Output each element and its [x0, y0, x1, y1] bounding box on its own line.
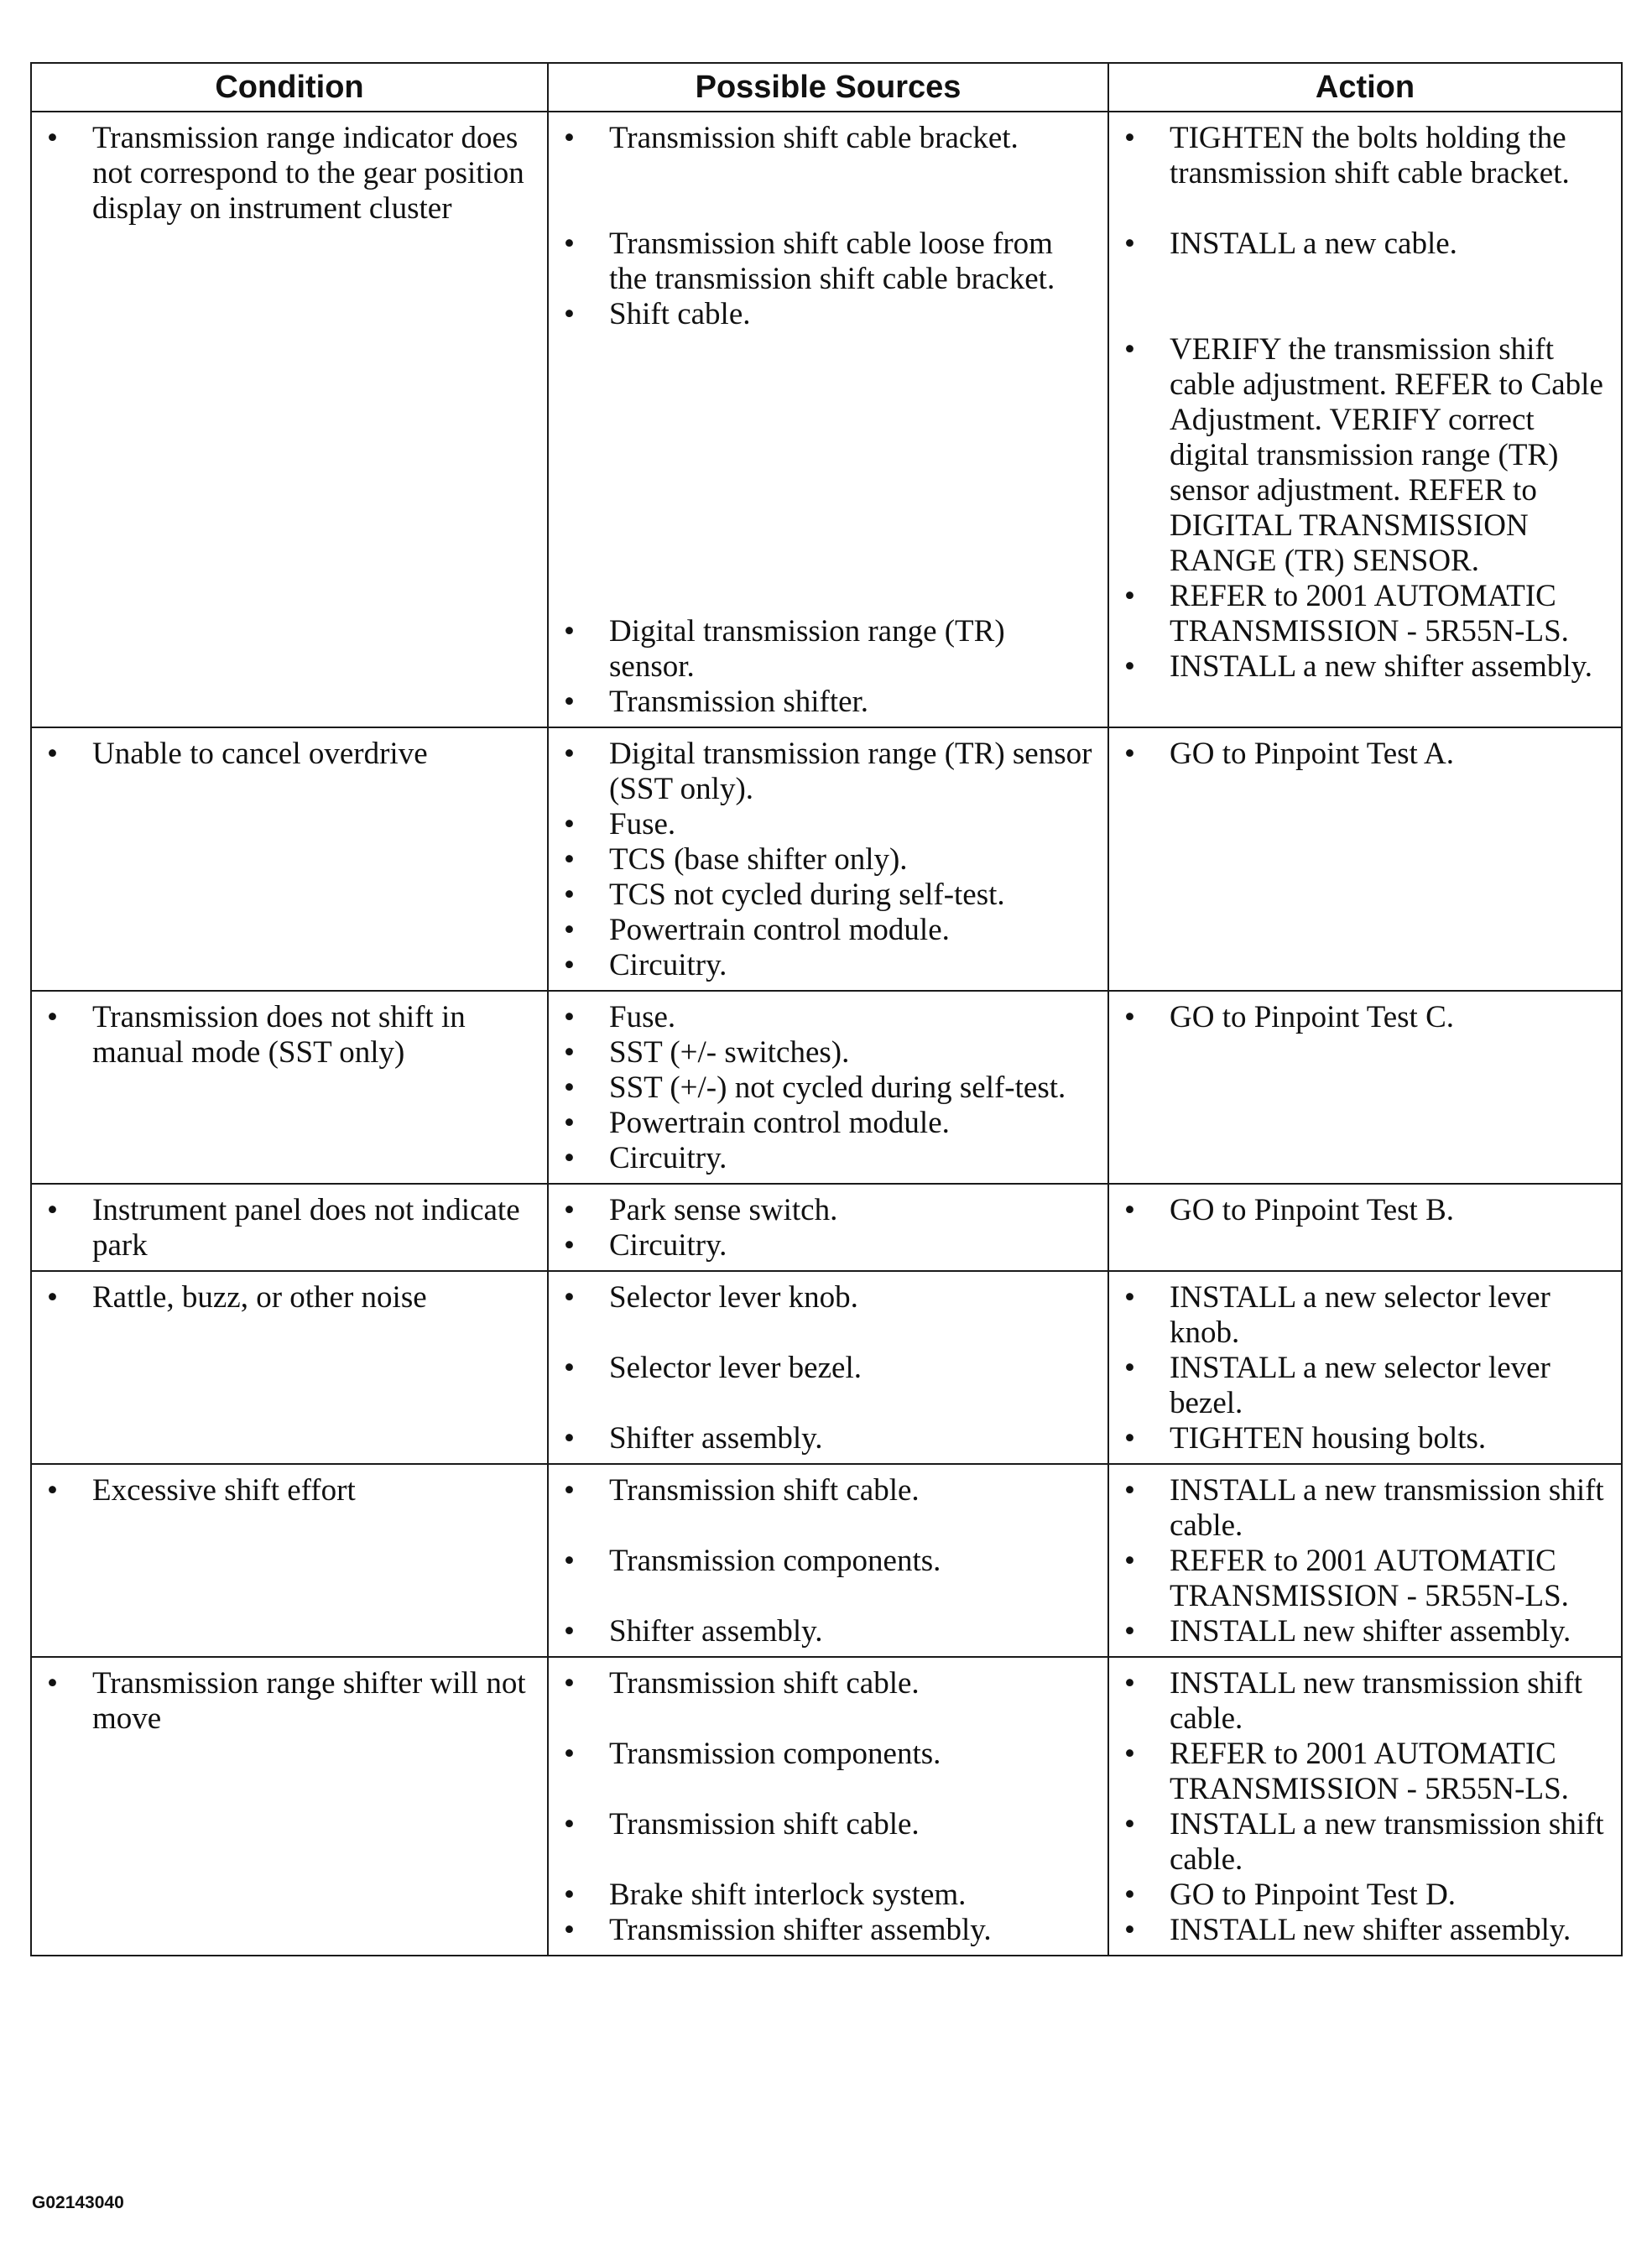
action-item: • REFER to 2001 AUTOMATIC TRANSMISSION - 5R55N-LS.: [1124, 579, 1569, 649]
bullet-icon: •: [564, 1280, 575, 1315]
header-action: Action: [1108, 63, 1622, 112]
condition-cell: [31, 1184, 548, 1271]
table-row: [31, 1464, 1622, 1657]
source-item: • Transmission components.: [564, 1737, 941, 1771]
action-item: • GO to Pinpoint Test A.: [1124, 737, 1455, 771]
source-item: • Powertrain control module.: [564, 913, 950, 947]
bullet-icon: •: [1124, 737, 1135, 771]
source-item: • Fuse.: [564, 807, 676, 841]
bullet-icon: •: [47, 1193, 58, 1227]
actions-cell: [1108, 991, 1622, 1184]
table-row: [31, 1657, 1622, 1956]
bullet-icon: •: [564, 1106, 575, 1140]
source-item: • SST (+/- switches).: [564, 1035, 850, 1070]
sources-cell: [548, 727, 1108, 991]
source-item: • Circuitry.: [564, 1141, 727, 1175]
bullet-icon: •: [1124, 1000, 1135, 1034]
action-item: • TIGHTEN housing bolts.: [1124, 1421, 1487, 1456]
bullet-icon: •: [1124, 1544, 1135, 1578]
header-row: [31, 63, 1622, 112]
source-item: • Fuse.: [564, 1000, 676, 1034]
source-item: • Park sense switch.: [564, 1193, 838, 1227]
source-item: • Digital transmission range (TR) sensor.: [564, 614, 1005, 684]
bullet-icon: •: [47, 1280, 58, 1315]
condition-cell: [31, 1657, 548, 1956]
table-row: [31, 727, 1622, 991]
figure-id: G02143040: [32, 2193, 124, 2212]
action-item: • INSTALL a new cable.: [1124, 227, 1457, 261]
bullet-icon: •: [564, 1141, 575, 1175]
actions-cell: [1108, 1184, 1622, 1271]
condition-cell: [31, 112, 548, 727]
action-item: • VERIFY the transmission shift cable adjustment. REFER to Cable Adjustment. VERIFY correct digital transmission range (TR) sensor adjustment. REFER to DIGITAL TRANSMISSION RANGE (TR) SENSOR.: [1124, 332, 1603, 578]
action-item: • GO to Pinpoint Test D.: [1124, 1878, 1457, 1912]
action-item: • INSTALL a new transmission shift cable.: [1124, 1473, 1604, 1543]
bullet-icon: •: [564, 1913, 575, 1947]
bullet-icon: •: [564, 1351, 575, 1385]
source-item: • TCS not cycled during self-test.: [564, 878, 1005, 912]
bullet-icon: •: [1124, 649, 1135, 684]
action-item: • REFER to 2001 AUTOMATIC TRANSMISSION - 5R55N-LS.: [1124, 1544, 1569, 1613]
action-item: • INSTALL a new transmission shift cable.: [1124, 1807, 1604, 1877]
bullet-icon: •: [564, 614, 575, 649]
table-row: [31, 1271, 1622, 1464]
action-item: • REFER to 2001 AUTOMATIC TRANSMISSION - 5R55N-LS.: [1124, 1737, 1569, 1806]
bullet-icon: •: [564, 1000, 575, 1034]
sources-cell: [548, 1184, 1108, 1271]
bullet-icon: •: [564, 1807, 575, 1841]
bullet-icon: •: [564, 842, 575, 877]
actions-cell: [1108, 1464, 1622, 1657]
bullet-icon: •: [1124, 121, 1135, 155]
action-item: • INSTALL a new selector lever knob.: [1124, 1280, 1550, 1350]
source-item: • Brake shift interlock system.: [564, 1878, 967, 1912]
bullet-icon: •: [564, 807, 575, 841]
bullet-icon: •: [1124, 1878, 1135, 1912]
source-item: • Shifter assembly.: [564, 1421, 823, 1456]
bullet-icon: •: [47, 737, 58, 771]
bullet-icon: •: [564, 121, 575, 155]
condition-item: • Transmission range shifter will not move: [47, 1666, 526, 1736]
condition-cell: [31, 991, 548, 1184]
source-item: • Transmission shifter assembly.: [564, 1913, 992, 1947]
source-item: • Selector lever bezel.: [564, 1351, 862, 1385]
bullet-icon: •: [564, 913, 575, 947]
bullet-icon: •: [1124, 1473, 1135, 1508]
bullet-icon: •: [47, 1000, 58, 1034]
condition-item: • Transmission does not shift in manual mode (SST only): [47, 1000, 466, 1070]
bullet-icon: •: [564, 1035, 575, 1070]
source-item: • Shift cable.: [564, 297, 751, 331]
bullet-icon: •: [1124, 1737, 1135, 1771]
sources-cell: [548, 991, 1108, 1184]
actions-cell: [1108, 112, 1622, 727]
condition-item: • Transmission range indicator does not correspond to the gear position display on instrument cluster: [47, 121, 524, 226]
bullet-icon: •: [564, 1666, 575, 1701]
sources-cell: [548, 1657, 1108, 1956]
bullet-icon: •: [1124, 1421, 1135, 1456]
bullet-icon: •: [564, 948, 575, 982]
source-item: • Transmission components.: [564, 1544, 941, 1578]
table-row: [31, 991, 1622, 1184]
action-item: • INSTALL a new shifter assembly.: [1124, 649, 1592, 684]
bullet-icon: •: [564, 1614, 575, 1649]
bullet-icon: •: [47, 1473, 58, 1508]
bullet-icon: •: [564, 1544, 575, 1578]
action-item: • TIGHTEN the bolts holding the transmission shift cable bracket.: [1124, 121, 1570, 190]
bullet-icon: •: [1124, 1913, 1135, 1947]
bullet-icon: •: [47, 121, 58, 155]
bullet-icon: •: [564, 1421, 575, 1456]
bullet-icon: •: [564, 1737, 575, 1771]
bullet-icon: •: [1124, 1807, 1135, 1841]
bullet-icon: •: [1124, 227, 1135, 261]
source-item: • Shifter assembly.: [564, 1614, 823, 1649]
actions-cell: [1108, 1657, 1622, 1956]
bullet-icon: •: [564, 1878, 575, 1912]
condition-item: • Excessive shift effort: [47, 1473, 356, 1508]
source-item: • Powertrain control module.: [564, 1106, 950, 1140]
bullet-icon: •: [1124, 332, 1135, 367]
actions-cell: [1108, 727, 1622, 991]
condition-item: • Rattle, buzz, or other noise: [47, 1280, 427, 1315]
source-item: • TCS (base shifter only).: [564, 842, 908, 877]
sources-cell: [548, 1271, 1108, 1464]
action-item: • INSTALL new shifter assembly.: [1124, 1913, 1571, 1947]
condition-item: • Instrument panel does not indicate park: [47, 1193, 520, 1263]
source-item: • SST (+/-) not cycled during self-test.: [564, 1070, 1066, 1105]
table-row: [31, 112, 1622, 727]
source-item: • Transmission shift cable.: [564, 1666, 920, 1701]
action-item: • GO to Pinpoint Test C.: [1124, 1000, 1455, 1034]
source-item: • Transmission shifter.: [564, 685, 869, 719]
bullet-icon: •: [564, 1070, 575, 1105]
action-item: • GO to Pinpoint Test B.: [1124, 1193, 1455, 1227]
source-item: • Circuitry.: [564, 948, 727, 982]
bullet-icon: •: [1124, 1666, 1135, 1701]
action-item: • INSTALL new shifter assembly.: [1124, 1614, 1571, 1649]
bullet-icon: •: [564, 297, 575, 331]
action-item: • INSTALL new transmission shift cable.: [1124, 1666, 1583, 1736]
actions-cell: [1108, 1271, 1622, 1464]
source-item: • Circuitry.: [564, 1228, 727, 1263]
bullet-icon: •: [564, 878, 575, 912]
sources-cell: [548, 1464, 1108, 1657]
source-item: • Transmission shift cable bracket.: [564, 121, 1019, 155]
bullet-icon: •: [564, 1193, 575, 1227]
bullet-icon: •: [1124, 1193, 1135, 1227]
source-item: • Transmission shift cable loose from the transmission shift cable bracket.: [564, 227, 1055, 296]
bullet-icon: •: [1124, 1351, 1135, 1385]
bullet-icon: •: [1124, 579, 1135, 613]
action-item: • INSTALL a new selector lever bezel.: [1124, 1351, 1550, 1420]
sources-cell: [548, 112, 1108, 727]
condition-cell: [31, 1271, 548, 1464]
header-condition: Condition: [31, 63, 548, 112]
bullet-icon: •: [47, 1666, 58, 1701]
table-row: [31, 1184, 1622, 1271]
source-item: • Digital transmission range (TR) sensor (SST only).: [564, 737, 1092, 806]
bullet-icon: •: [1124, 1280, 1135, 1315]
bullet-icon: •: [564, 737, 575, 771]
bullet-icon: •: [564, 1228, 575, 1263]
bullet-icon: •: [564, 685, 575, 719]
bullet-icon: •: [1124, 1614, 1135, 1649]
diagnosis-table-container: [30, 62, 1621, 1956]
header-possible-sources: Possible Sources: [548, 63, 1108, 112]
source-item: • Selector lever knob.: [564, 1280, 858, 1315]
condition-item: • Unable to cancel overdrive: [47, 737, 428, 771]
bullet-icon: •: [564, 1473, 575, 1508]
source-item: • Transmission shift cable.: [564, 1807, 920, 1841]
diagnosis-table: [30, 62, 1623, 1956]
condition-cell: [31, 1464, 548, 1657]
bullet-icon: •: [564, 227, 575, 261]
source-item: • Transmission shift cable.: [564, 1473, 920, 1508]
condition-cell: [31, 727, 548, 991]
